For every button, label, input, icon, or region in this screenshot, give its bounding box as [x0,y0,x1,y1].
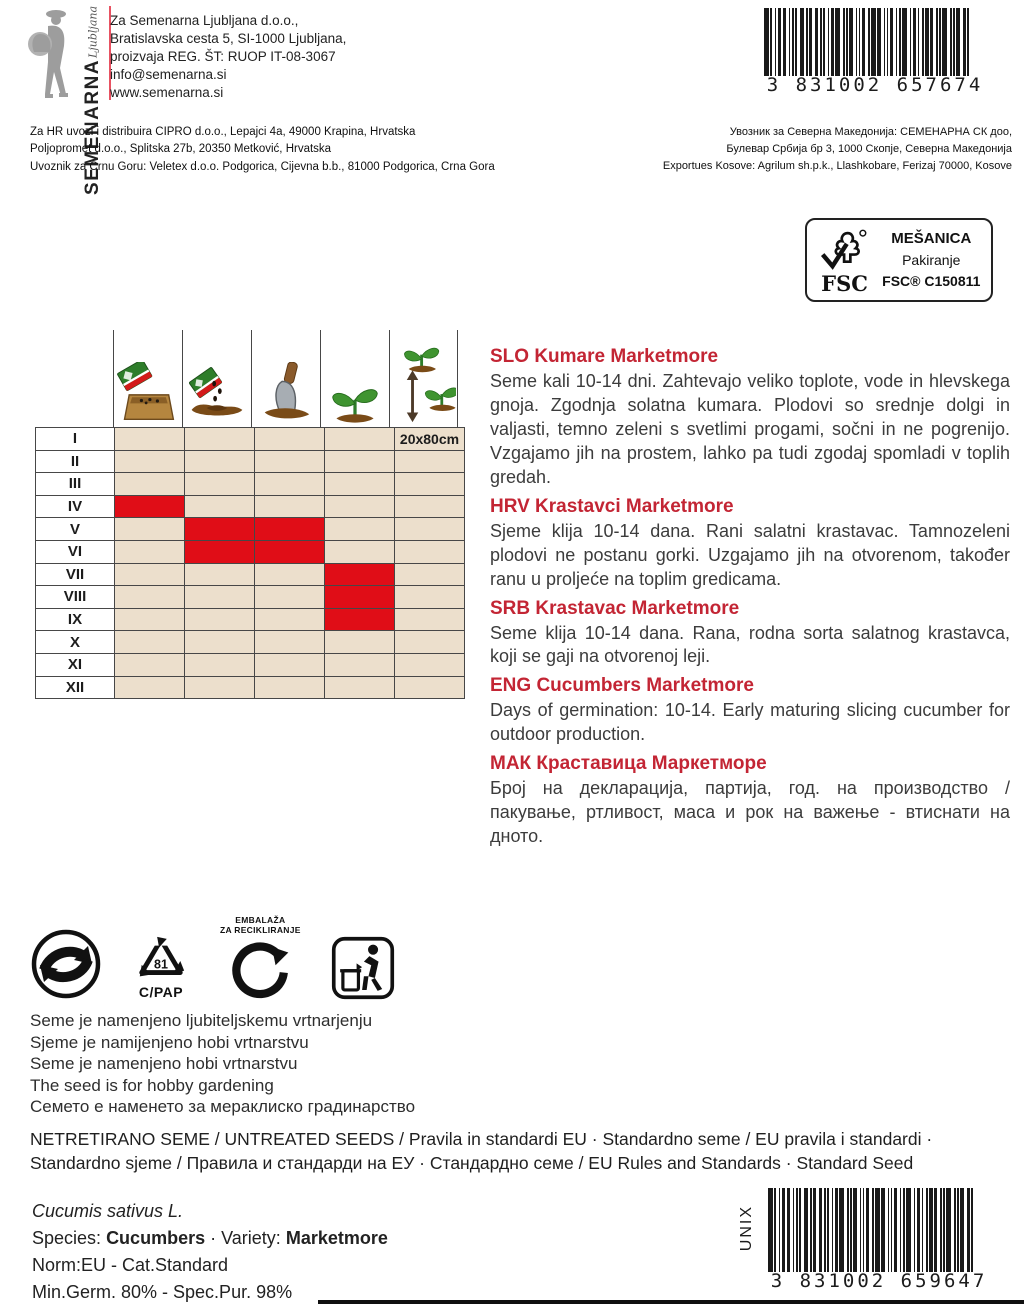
cpap-recycling-icon [132,934,190,1000]
calendar-cell [325,450,395,473]
distributors-left [30,124,495,176]
barcode-bar [971,1188,973,1272]
hobby-line: Seme je namenjeno ljubiteljskemu vrtnarjenju [30,1011,373,1030]
barcode-bar [863,1188,865,1272]
calendar-month-label: XI [36,653,115,676]
barcode-bar [862,8,865,76]
barcode-bar [782,1188,785,1272]
barcode-top-digits: 3 831002 657674 [766,74,984,96]
calendar-cell [185,450,255,473]
barcode-bottom [768,1188,990,1292]
barcode-bar [800,8,805,76]
barcode-bar [954,1188,956,1272]
barcode-bottom-digits: 3 831002 659647 [770,1270,988,1292]
unix-label: UNIX [738,1205,755,1252]
embalaza-label-line2: ZA RECIKLIRANJE [220,925,301,936]
fsc-label [805,218,993,302]
barcode-bar [922,8,924,76]
germination-line: Min.Germ. 80% - Spec.Pur. 98% [32,1282,293,1302]
calendar-cell [325,631,395,654]
description-body-mak: Број на декларација, партија, год. на производство / пакување, ртливост, маса и рок на важење - втиснати на дното. [490,778,1010,847]
barcode-bar [774,1188,776,1272]
barcode-bar [960,1188,963,1272]
barcode-bottom-bars [768,1188,990,1272]
calendar-month-label: V [36,518,115,541]
company-info [110,12,346,102]
calendar-header [35,330,459,427]
barcode-bar [835,8,840,76]
hobby-line: The seed is for hobby gardening [30,1075,274,1095]
company-line: info@semenarna.si [110,67,227,83]
fsc-mix-label: MEŠANICA [891,229,972,247]
calendar-cell [255,495,325,518]
calendar-cell [255,608,325,631]
hobby-gardening-lines [30,1010,415,1118]
calendar-month-label: IX [36,608,115,631]
latin-name: Cucumis sativus L. [32,1201,184,1221]
calendar-table [35,427,465,699]
calendar-cell [185,676,255,699]
barcode-bar [913,8,916,76]
embalaza-label-line1: EMBALAŽA [235,915,286,926]
calendar-cell [395,676,465,699]
calendar-cell [185,653,255,676]
barcode-bar [804,1188,809,1272]
brand-name: SEMENARNA [82,58,103,195]
barcode-bar [868,8,870,76]
barcode-bar [917,1188,920,1272]
hobby-line: Семето е наменето за мераклиско градинарство [30,1097,416,1117]
distributor-line: Булевар Србија бр 3, 1000 Скопје, Северна Македонија [726,143,1012,156]
barcode-bar [850,1188,852,1272]
cpap-code: 81 [154,957,168,972]
barcode-top-bars [764,8,986,76]
calendar-cell [115,518,185,541]
barcode-bar [789,8,791,76]
barcode-bar [888,1188,890,1272]
barcode-bar [810,1188,812,1272]
planting-out-icon [320,330,389,427]
calendar-cell [115,428,185,451]
calendar-cell-active [325,563,395,586]
barcode-bar [872,1188,874,1272]
green-dot-icon [30,928,102,1000]
calendar-cell [395,653,465,676]
barcode-bar [835,1188,838,1272]
barcode-bar [859,8,861,76]
barcode-bar [768,1188,773,1272]
barcode-bar [796,1188,798,1272]
barcode-bar [918,8,920,76]
variety-descriptions [490,340,1010,849]
barcode-bar [934,1188,937,1272]
calendar-cell [115,608,185,631]
calendar-cell [185,631,255,654]
barcode-bar [809,8,812,76]
barcode-bar [764,8,769,76]
barcode-bar [783,8,786,76]
calendar-cell [255,631,325,654]
description-eng [490,675,1010,747]
hobby-line: Sjeme je namijenjeno hobi vrtnarstvu [30,1032,309,1052]
calendar-row [36,586,465,609]
semenarna-logo [26,6,111,195]
calendar-row [36,563,465,586]
barcode-bar [894,1188,897,1272]
barcode-bar [884,8,886,76]
barcode-bar [896,8,898,76]
barcode-bar [831,8,834,76]
calendar-row [36,518,465,541]
barcode-bar [956,8,959,76]
fsc-pack-label: Pakiranje [902,252,961,269]
barcode-bar [914,1188,916,1272]
barcode-bar [953,8,955,76]
plant-spacing-icon [389,330,458,427]
calendar-cell [115,631,185,654]
barcode-bar [871,8,876,76]
barcode-bar [778,8,781,76]
barcode-bar [849,8,852,76]
calendar-row [36,473,465,496]
barcode-bar [856,8,858,76]
calendar-cell [255,450,325,473]
barcode-bar [881,1188,884,1272]
barcode-bar [891,1188,893,1272]
packaging-recyclable-icon [220,916,301,1000]
calendar-cell-active [185,518,255,541]
barcode-bar [903,1188,905,1272]
calendar-cell [185,473,255,496]
calendar-cell [395,473,465,496]
barcode-bar [843,8,845,76]
description-body-slo: Seme kali 10-14 dni. Zahtevajo veliko toplote, vode in hlevskega gnoja. Zgodnja solatna kumara. Plodovi so srednje dolgi in valjasti, temno zeleni s svetlimi progami, sočni in ne pogrenijo. Vzgajamo jih na prostem, lahko pa tudi zgodaj spomladi v toplih gredah. [490,371,1010,487]
description-title-hrv: HRV Krastavci Marketmore [490,495,734,517]
calendar-month-label: VI [36,540,115,563]
barcode-bar [815,8,818,76]
calendar-cell [115,563,185,586]
barcode-bar [866,1188,869,1272]
calendar-cell [185,563,255,586]
barcode-bar [793,1188,795,1272]
barcode-bar [770,8,772,76]
calendar-cell-active [115,495,185,518]
barcode-bar [939,8,941,76]
calendar-cell [395,450,465,473]
calendar-cell [395,608,465,631]
calendar-cell [255,653,325,676]
calendar-month-label: IV [36,495,115,518]
calendar-cell [395,586,465,609]
calendar-cell [115,450,185,473]
barcode-bar [890,8,893,76]
calendar-row [36,676,465,699]
brand-city: Ljubljana [86,6,100,58]
barcode-bar [846,8,848,76]
variety-label: Variety: [221,1228,281,1248]
calendar-header-spacer [35,330,113,427]
company-line: Bratislavska cesta 5, SI-1000 Ljubljana, [110,31,347,47]
barcode-bar [853,1188,856,1272]
calendar-row [36,631,465,654]
untreated-seeds-text: NETRETIRANO SEME / UNTREATED SEEDS / Pravila in standardi EU · Standardno seme / EU pravila i standardi · Standardno sjeme / Правила и стандарди на ЕУ · Стандардно семе / EU Rules and Standards · Standard Seed [30,1129,933,1174]
calendar-cell [395,518,465,541]
barcode-bar [967,8,969,76]
calendar-cell [185,586,255,609]
barcode-bar [930,8,933,76]
species-variety-line [32,1225,388,1252]
barcode-bar [795,8,797,76]
barcode-bar [824,1188,826,1272]
seed-details [32,1198,388,1306]
description-body-eng: Days of germination: 10-14. Early maturing slicing cucumber for outdoor production. [490,700,1010,745]
distributor-line: Uvoznik za Crnu Goru: Veletex d.o.o. Podgorica, Cijevna b.b., 81000 Podgorica, Crna Gora [30,160,495,173]
barcode-bar [943,1188,945,1272]
calendar-cell [255,586,325,609]
description-srb [490,598,1010,670]
calendar-cell [255,428,325,451]
barcode-bar [827,1188,829,1272]
calendar-month-label: X [36,631,115,654]
description-title-mak: МАК Краставица Маркетморе [490,753,767,775]
barcode-bar [899,8,901,76]
calendar-cell [185,495,255,518]
barcode-bar [922,1188,924,1272]
barcode-bar [799,1188,801,1272]
barcode-bar [925,8,928,76]
barcode-bar [942,8,947,76]
variety-value: Marketmore [285,1228,388,1248]
barcode-bar [779,1188,781,1272]
company-line: proizvaja REG. ŠT: RUOP IT-08-3067 [110,49,336,65]
barcode-bar [820,8,822,76]
description-hrv [490,496,1010,592]
description-body-srb: Seme klija 10-14 dana. Rana, rodna sorta salatnog krastavca, koji se gaji na otvorenoj leji. [490,622,1010,667]
distributor-line: Za HR uvozi i distribuira CIPRO d.o.o., Lepajci 4a, 49000 Krapina, Hrvatska [30,126,416,138]
barcode-bar [875,1188,880,1272]
calendar-cell [325,540,395,563]
description-title-slo: SLO Kumare Marketmore [490,346,719,367]
norm-line: Norm:EU - Cat.Standard [32,1255,229,1275]
barcode-bar [950,8,952,76]
distributors-right [663,124,1012,175]
barcode-bar [806,8,808,76]
barcode-bar [839,1188,844,1272]
distributor-line: Exportues Kosove: Agrilum sh.p.k., Llashkobare, Ferizaj 70000, Kosove [662,160,1012,173]
calendar-cell [325,676,395,699]
barcode-bar [910,8,912,76]
calendar-month-label: I [36,428,115,451]
barcode-bar [940,1188,942,1272]
barcode-bar [900,1188,902,1272]
calendar-cell [115,540,185,563]
calendar-body [36,428,465,699]
calendar-cell-active [325,608,395,631]
description-mak [490,753,1010,849]
barcode-bar [957,1188,959,1272]
calendar-cell [395,563,465,586]
fsc-tree-icon [818,226,872,276]
barcode-bar [847,1188,849,1272]
fsc-wordmark: FSC [821,271,868,296]
calendar-cell [115,676,185,699]
barcode-bar [906,1188,911,1272]
description-title-eng: ENG Cucumbers Marketmore [490,675,754,697]
calendar-row [36,428,465,451]
calendar-cell [185,428,255,451]
barcode-bar [963,8,966,76]
calendar-row [36,495,465,518]
sowing-calendar [35,330,459,699]
species-value: Cucumbers [106,1228,206,1248]
hobby-line: Seme je namenjeno hobi vrtnarstvu [30,1054,298,1074]
barcode-bar [819,1188,822,1272]
calendar-cell-active [255,540,325,563]
calendar-row [36,608,465,631]
tidyman-icon [331,936,395,1000]
company-line: www.semenarna.si [110,85,224,101]
barcode-bar [813,1188,816,1272]
barcode-bar [828,8,830,76]
barcode-bar [929,1188,932,1272]
calendar-cell [325,495,395,518]
barcode-bar [967,1188,970,1272]
barcode-bar [902,8,907,76]
cpap-label: C/PAP [138,984,184,1000]
calendar-month-label: II [36,450,115,473]
calendar-cell [325,473,395,496]
bottom-edge-rule [318,1300,1024,1304]
description-body-hrv: Sjeme klija 10-14 dana. Rani salatni krastavac. Tamnozeleni plodovi ne postanu gorki. Uzgajamo jih na otvorenom, također ranu u proljeće na toplim gredicama. [490,520,1010,589]
calendar-cell [115,586,185,609]
calendar-cell-active [185,540,255,563]
distributor-line: Увозник за Северна Македонија: СЕМЕНАРНА СК доо, [729,126,1012,138]
barcode-bar [832,1188,834,1272]
calendar-row [36,450,465,473]
calendar-row [36,653,465,676]
calendar-cell [395,495,465,518]
calendar-cell [395,540,465,563]
barcode-bar [792,8,794,76]
barcode-top [764,8,986,96]
spacing-value: 20x80cm [395,428,465,451]
species-label: Species: [32,1228,102,1248]
barcode-bar [887,8,889,76]
calendar-cell [325,428,395,451]
calendar-cell [255,676,325,699]
transplanting-icon [251,330,320,427]
fsc-cert-code: FSC® C150811 [882,273,981,290]
distributor-line: Poljopromet d.o.o., Splitska 27b, 20350 Metković, Hrvatska [30,143,332,156]
recycling-marks [30,908,395,1000]
calendar-cell [115,653,185,676]
description-title-srb: SRB Krastavac Marketmore [490,597,740,619]
barcode-bar [946,1188,951,1272]
barcode-bar [823,8,825,76]
barcode-bar [936,8,938,76]
calendar-cell [115,473,185,496]
calendar-row [36,540,465,563]
calendar-cell [325,653,395,676]
barcode-bar [860,1188,862,1272]
separator-dot: · [210,1228,217,1248]
calendar-cell-active [255,518,325,541]
direct-sowing-icon [182,330,251,427]
barcode-bar [775,8,777,76]
calendar-month-label: VII [36,563,115,586]
calendar-month-label: III [36,473,115,496]
calendar-cell [185,608,255,631]
calendar-month-label: VIII [36,586,115,609]
barcode-bar [877,8,880,76]
calendar-cell [325,518,395,541]
company-line: Za Semenarna Ljubljana d.o.o., [110,13,299,28]
calendar-cell-active [325,586,395,609]
sower-logo-image [26,6,82,106]
barcode-bar [787,1188,790,1272]
description-slo [490,346,1010,490]
barcode-bar [926,1188,928,1272]
seed-tray-sowing-icon [113,330,182,427]
calendar-cell [255,473,325,496]
calendar-cell [255,563,325,586]
calendar-month-label: XII [36,676,115,699]
calendar-cell [395,631,465,654]
